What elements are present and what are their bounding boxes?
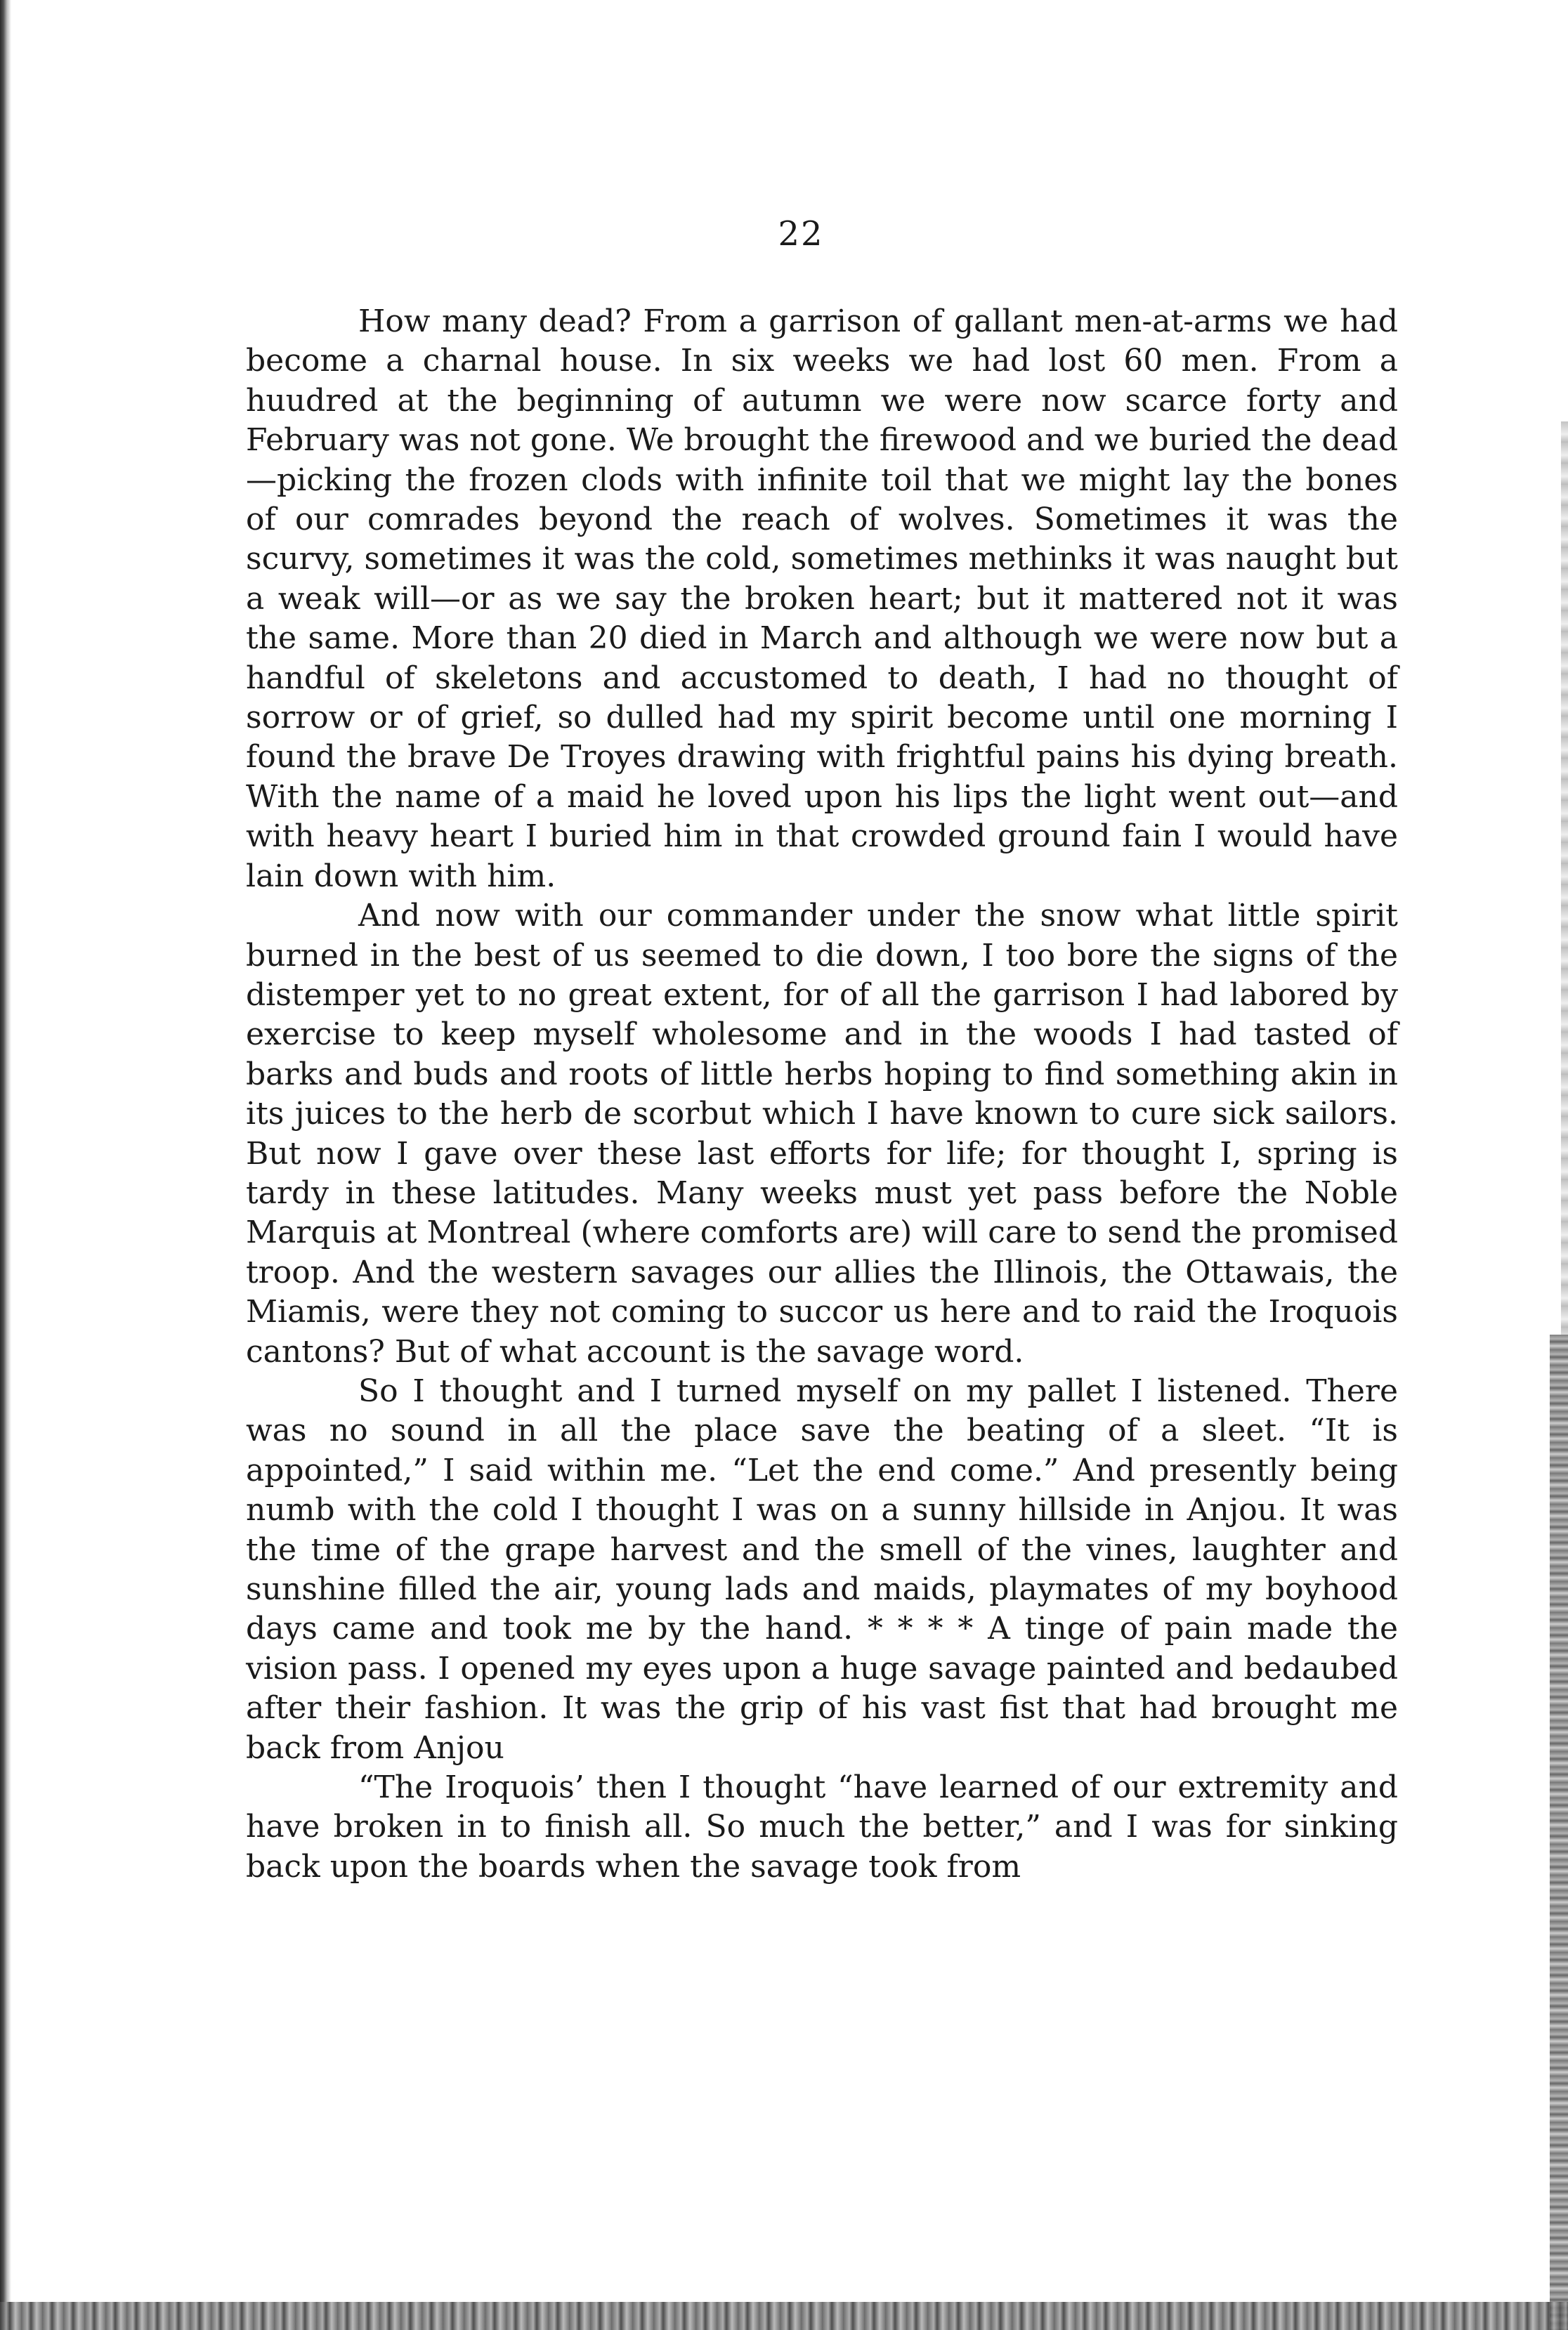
binding-edge xyxy=(0,0,11,2330)
body-text xyxy=(246,302,1398,1887)
worn-right-edge-upper xyxy=(1561,421,1568,1335)
paragraph: How many dead? From a garrison of gallant men-at-arms we had become a charnal house. In six weeks we had lost 60 men. From a huudred at the beginning of autumn we were now scarce forty and February was not gone. We brought the firewood and we buried the dead—picking the frozen clods with infinite toil that we might lay the bones of our comrades beyond the reach of wolves. Sometimes it was the scurvy, sometimes it was the cold, sometimes methinks it was naught but a weak will—or as we say the broken heart; but it mattered not it was the same. More than 20 died in March and although we were now but a handful of skeletons and accustomed to death, I had no thought of sorrow or of grief, so dulled had my spirit become until one morning I found the brave De Troyes drawing with frightful pains his dying breath. With the name of a maid he loved upon his lips the light went out—and with heavy heart I buried him in that crowded ground fain I would have lain down with him. xyxy=(246,303,1398,894)
paragraph: So I thought and I turned myself on my pallet I listened. There was no sound in all the place save the beating of a sleet. “It is appointed,” I said within me. “Let the end come.” And presently being numb with the cold I thought I was on a sunny hillside in Anjou. It was the time of the grape harvest and the smell of the vines, laughter and sunshine filled the air, young lads and maids, playmates of my boyhood days came and took me by the hand. * * * * A tinge of pain made the vision pass. I opened my eyes upon a huge savage painted and bedaubed after their fashion. It was the grip of his vast fist that had brought me back from Anjou xyxy=(246,1373,1398,1766)
worn-right-edge xyxy=(1550,1335,1568,2330)
page-number: 22 xyxy=(778,214,824,254)
paragraph: And now with our commander under the snow what little spirit burned in the best of us seemed to die down, I too bore the signs of the distemper yet to no great extent, for of all the garrison I had labored by exercise to keep myself wholesome and in the woods I had tasted of barks and buds and roots of little herbs hoping to find something akin in its juices to the herb de scorbut which I have known to cure sick sailors. But now I gave over these last efforts for life; for thought I, spring is tardy in these latitudes. Many weeks must yet pass before the Noble Marquis at Montreal (where comforts are) will care to send the promised troop. And the western savages our allies the Illinois, the Ottawais, the Miamis, were they not coming to succor us here and to raid the Iroquois cantons? But of what account is the savage word. xyxy=(246,898,1398,1370)
worn-bottom-edge xyxy=(0,2302,1568,2330)
paragraph: “The Iroquois’ then I thought “have learned of our extremity and have broken in to finish all. So much the better,” and I was for sinking back upon the boards when the savage took from xyxy=(246,1769,1398,1885)
